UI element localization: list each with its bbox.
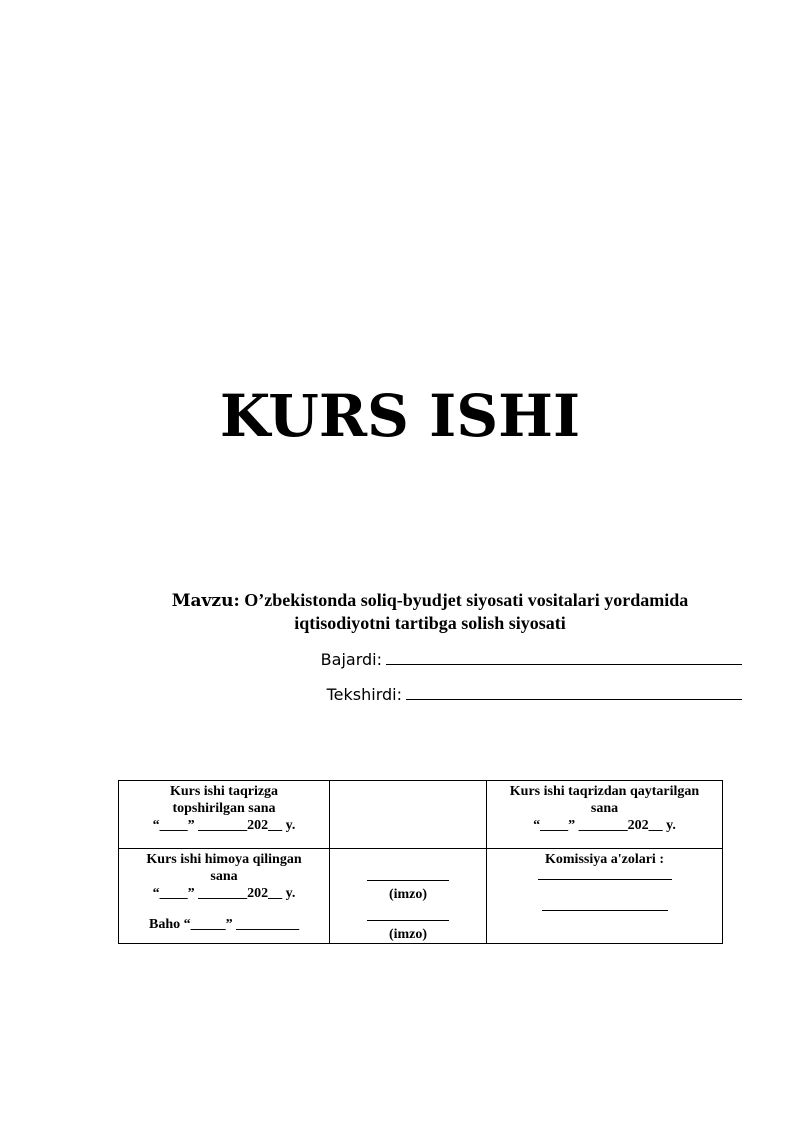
submit-date: “____” _______202__ y. (152, 818, 296, 833)
document-title: KURS ISHI (219, 382, 581, 450)
empty-cell (330, 781, 487, 849)
topic-line-1: O’zbekistonda soliq-byudjet siyosati vositalari yordamida (244, 590, 689, 610)
defense-label-2: sana (210, 869, 238, 884)
imzo-label-1: (imzo) (388, 887, 428, 902)
tekshirdi-signature-line (406, 685, 742, 700)
submit-date-cell (119, 781, 330, 849)
imzo-label-2: (imzo) (388, 927, 428, 942)
defense-date: “____” _______202__ y. (152, 886, 296, 901)
commission-rule-1 (538, 879, 672, 880)
grade-line: Baho “_____” _________ (149, 917, 300, 932)
table-row (119, 781, 723, 849)
tekshirdi-label: Tekshirdi: (326, 685, 402, 704)
bajardi-signature-line (386, 650, 742, 665)
submit-label-2: topshirilgan sana (172, 801, 276, 816)
return-date: “____” _______202__ y. (533, 818, 676, 833)
return-date-cell (487, 781, 723, 849)
signature-rule-2 (367, 920, 449, 921)
return-label-2: sana (590, 801, 619, 816)
commission-cell (487, 849, 723, 944)
signature-rule-1 (367, 880, 449, 881)
commission-rule-2 (542, 910, 668, 911)
return-label-1: Kurs ishi taqrizdan qaytarilgan (509, 784, 700, 799)
commission-label: Komissiya a'zolari : (545, 852, 664, 867)
submit-label-1: Kurs ishi taqrizga (169, 784, 279, 799)
table-row (119, 849, 723, 944)
bajardi-row (321, 650, 742, 669)
topic-label: Mavzu: (171, 591, 240, 611)
topic-line-2: iqtisodiyotni tartibga solish siyosati (294, 613, 566, 633)
review-table (118, 780, 723, 944)
signature-cell (330, 849, 487, 944)
bajardi-label: Bajardi: (320, 650, 382, 669)
defense-date-cell (119, 849, 330, 944)
tekshirdi-row (327, 685, 742, 704)
topic-block (100, 589, 760, 634)
defense-label-1: Kurs ishi himoya qilingan (146, 852, 302, 867)
